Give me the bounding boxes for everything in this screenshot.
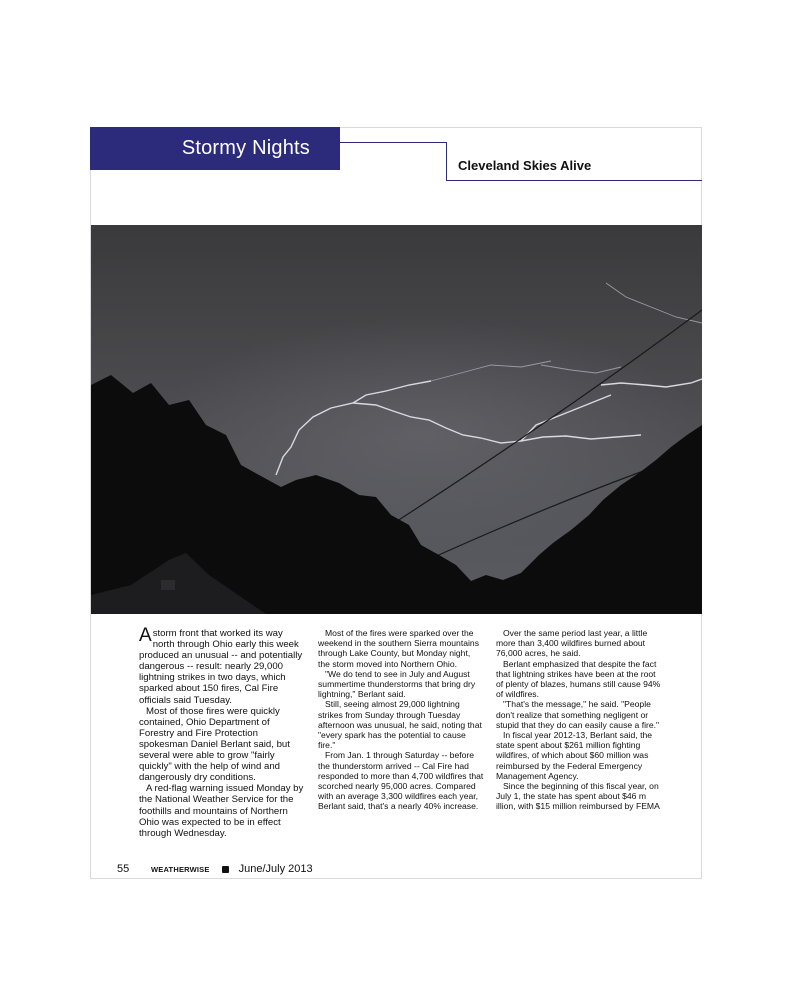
paragraph: A red-flag warning issued Monday by the National Weather Service for the foothills and mountains of Northern Ohio was expected to be in effect through Wednesday.	[139, 783, 304, 839]
paragraph	[139, 625, 304, 706]
paragraph: Over the same period last year, a little more than 3,400 wildfires burned about 76,000 acres, he said.	[496, 628, 648, 659]
article-column-3	[496, 628, 662, 812]
paragraph-text: storm front that worked its way north through Ohio early this week produced an unusual -- and potentially dangerous -- result: nearly 29,000 lightning strikes in two days, which sparked about 150 fires, Cal Fire officials said Tuesday.	[139, 628, 303, 706]
issue-date: June/July 2013	[238, 863, 313, 875]
paragraph: From Jan. 1 through Saturday -- before the thunderstorm arrived -- Cal Fire had responded to more than 4,700 wildfires that scorched nearly 95,000 acres. Compared with an average 3,300 wildfires each year, Berlant said, that's a nearly 40% increase.	[318, 750, 484, 812]
header-rule-vertical	[446, 142, 447, 180]
footer-bullet-icon	[222, 866, 229, 873]
paragraph: Most of the fires were sparked over the weekend in the southern Sierra mountains through Lake County, but Monday night, the storm moved into Northern Ohio.	[318, 628, 479, 669]
page-footer	[117, 862, 313, 876]
paragraph: Berlant emphasized that despite the fact that lightning strikes have been at the root of plenty of blazes, humans still cause 94% of wildfires.	[496, 658, 661, 700]
drop-cap: A	[139, 625, 152, 646]
paragraph: "That's the message," he said. "People don't realize that something negligent or stupid that they do can easily cause a fire."	[496, 699, 660, 730]
paragraph: "We do tend to see in July and August summertime thunderstorms that bring dry lightning," Berlant said.	[318, 668, 476, 700]
section-label: Stormy Nights	[181, 137, 310, 159]
header-rule-bottom	[446, 180, 702, 181]
magazine-name: WEATHERWISE	[151, 864, 210, 874]
section-header-tab	[90, 127, 340, 170]
header-rule-top	[340, 142, 446, 143]
photo-svg	[91, 225, 702, 614]
paragraph: Most of those fires were quickly contained, Ohio Department of Forestry and Fire Protection spokesman Daniel Berlant said, but several were able to grow "fairly quickly" with the help of wind and dangerously dry conditions.	[139, 705, 290, 784]
paragraph: Since the beginning of this fiscal year, on July 1, the state has spent about $46 m illion, with $15 million reimbursed by FEMA	[496, 781, 660, 812]
article-title: Cleveland Skies Alive	[458, 158, 592, 173]
lightning-storm-photo	[91, 225, 702, 614]
paragraph: In fiscal year 2012-13, Berlant said, the state spent about $261 million fighting wildfires, of which about $60 million was reimbursed by the Federal Emergency Management Agency.	[496, 730, 653, 781]
article-column-2	[318, 628, 484, 812]
paragraph: Still, seeing almost 29,000 lightning strikes from Sunday through Tuesday afternoon was unusual, he said, noting that "every spark has the potential to cause fire."	[318, 699, 482, 751]
article-column-1	[139, 625, 304, 839]
house-window	[161, 580, 175, 590]
page-number: 55	[117, 863, 130, 875]
